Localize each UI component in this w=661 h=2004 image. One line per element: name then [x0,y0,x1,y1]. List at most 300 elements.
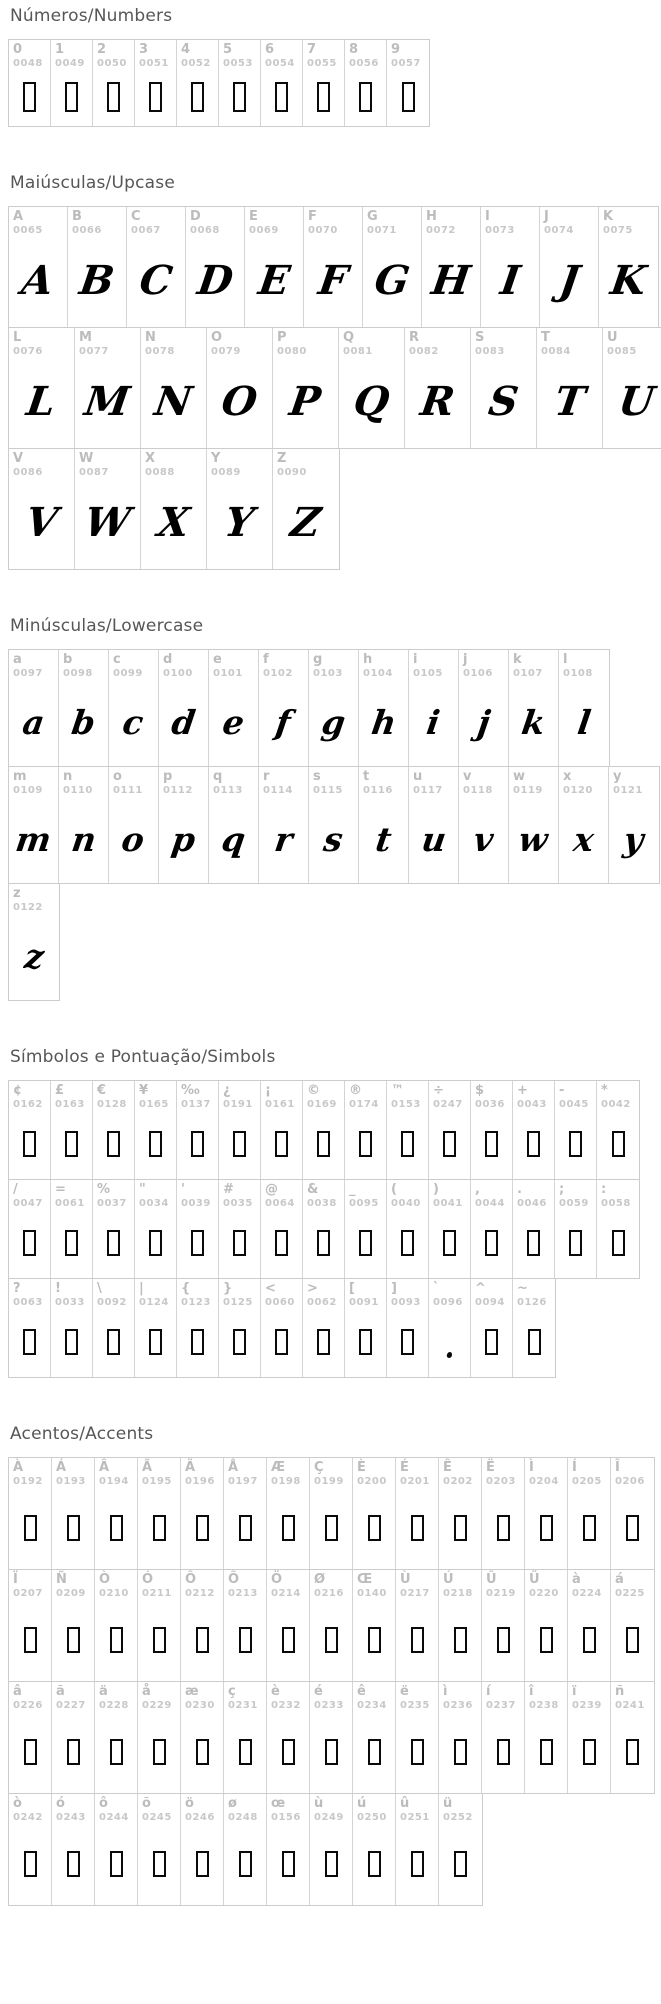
char-cell [513,1279,555,1377]
glyph-area [345,69,386,126]
char-cell [267,1458,310,1569]
char-cell [209,650,259,766]
cell-character-label: æ [185,1684,199,1699]
cell-character-label: / [13,1182,18,1197]
char-cell [396,1570,439,1681]
char-cell [439,1794,482,1905]
cell-character-label: X [145,451,156,466]
missing-glyph-box [149,1131,162,1157]
glyph-row [8,1179,640,1279]
missing-glyph-box [149,1329,162,1355]
cell-character-label: Œ [357,1572,373,1587]
char-cell [159,650,209,766]
cell-unicode-label: 0090 [277,466,307,478]
cell-unicode-label: 0247 [433,1098,463,1110]
cell-unicode-label: 0095 [349,1197,379,1209]
cell-character-label: ! [55,1281,61,1296]
cell-unicode-label: 0092 [97,1296,127,1308]
cell-character-label: } [223,1281,233,1296]
glyph-area [611,1711,654,1793]
cell-character-label: w [513,769,526,784]
cell-unicode-label: 0250 [357,1811,387,1823]
glyph-area [471,1308,512,1377]
missing-glyph-box [23,1131,36,1157]
glyph-area [555,1209,596,1278]
glyph-area [186,236,244,327]
missing-glyph-box [24,1515,37,1541]
glyph-area [387,1308,428,1377]
char-cell [345,40,387,126]
missing-glyph-box [359,1131,372,1157]
char-cell [559,650,609,766]
cell-character-label: . [517,1182,522,1197]
section-title-lowercase: Minúsculas/Lowercase [10,616,204,636]
glyph-area [209,796,258,883]
char-cell [471,1180,513,1278]
char-cell [141,328,207,448]
missing-glyph-box [24,1627,37,1653]
cell-unicode-label: 0070 [308,224,338,236]
cell-character-label: Ê [443,1460,452,1475]
char-cell [603,328,661,448]
missing-glyph-box [233,1230,246,1256]
glyph-area [219,1110,260,1179]
glyph-area [59,679,108,766]
missing-glyph-box [282,1851,295,1877]
glyph-area [261,1209,302,1278]
glyph-area [611,1487,654,1569]
cell-unicode-label: 0118 [463,784,493,796]
char-cell [261,1279,303,1377]
char-cell [429,1279,471,1377]
cell-character-label: ì [443,1684,448,1699]
cell-character-label: Ï [13,1572,18,1587]
cell-unicode-label: 0153 [391,1098,421,1110]
glyph-area [559,679,609,766]
char-cell [525,1458,568,1569]
char-cell [9,650,59,766]
glyph-area [509,796,558,883]
char-cell [559,767,609,883]
script-glyph: S [485,378,522,426]
char-cell [181,1682,224,1793]
glyph-row [8,766,660,884]
cell-character-label: Â [99,1460,110,1475]
char-cell [267,1682,310,1793]
cell-character-label: & [307,1182,319,1197]
cell-unicode-label: 0034 [139,1197,169,1209]
char-cell [303,1180,345,1278]
cell-character-label: ¡ [265,1083,271,1098]
missing-glyph-box [191,1131,204,1157]
cell-character-label: ) [433,1182,439,1197]
missing-glyph-box [401,1329,414,1355]
char-cell [439,1458,482,1569]
cell-unicode-label: 0194 [99,1475,129,1487]
cell-character-label: ¥ [139,1083,149,1098]
char-cell [609,767,659,883]
char-cell [224,1794,267,1905]
missing-glyph-box [626,1739,639,1765]
glyph-area [482,1487,524,1569]
missing-glyph-box [23,1329,36,1355]
cell-unicode-label: 0248 [228,1811,258,1823]
script-glyph: v [471,819,496,859]
char-cell [75,328,141,448]
cell-unicode-label: 0075 [603,224,633,236]
missing-glyph-box [239,1739,252,1765]
char-cell [481,207,540,327]
cell-unicode-label: 0049 [55,57,85,69]
char-cell [459,767,509,883]
missing-glyph-box [401,1131,414,1157]
char-cell [359,767,409,883]
cell-unicode-label: 0163 [55,1098,85,1110]
script-glyph: X [154,499,193,547]
glyph-area [219,1209,260,1278]
char-cell [51,1180,93,1278]
missing-glyph-box [454,1851,467,1877]
missing-glyph-box [497,1515,510,1541]
cell-character-label: N [145,330,156,345]
glyph-area [177,1110,218,1179]
cell-character-label: I [485,209,490,224]
glyph-row [8,1681,655,1794]
glyph-area [177,1209,218,1278]
char-cell [540,207,599,327]
missing-glyph-box [110,1739,123,1765]
section-numbers [8,6,659,127]
glyph-area [51,1110,92,1179]
cell-character-label: Q [343,330,355,345]
script-glyph: G [371,257,413,305]
char-cell [59,767,109,883]
cell-character-label: f [263,652,269,667]
cell-character-label: i [413,652,418,667]
glyph-area [309,679,358,766]
script-glyph: a [20,702,47,742]
cell-character-label: + [517,1083,528,1098]
cell-character-label: < [265,1281,276,1296]
cell-unicode-label: 0054 [265,57,295,69]
cell-character-label: ~ [517,1281,528,1296]
missing-glyph-box [275,1131,288,1157]
cell-unicode-label: 0137 [181,1098,211,1110]
cell-unicode-label: 0051 [139,57,169,69]
missing-glyph-box [368,1515,381,1541]
cell-unicode-label: 0204 [529,1475,559,1487]
cell-unicode-label: 0220 [529,1587,559,1599]
glyph-area [52,1487,94,1569]
cell-character-label: Ô [185,1572,197,1587]
glyph-area [9,1209,50,1278]
cell-character-label: 9 [391,42,401,57]
missing-glyph-box [233,82,246,112]
cell-character-label: Ä [185,1460,196,1475]
cell-character-label: d [163,652,173,667]
char-cell [471,1081,513,1179]
char-cell [51,1081,93,1179]
script-glyph: F [315,257,351,305]
char-cell [482,1570,525,1681]
cell-unicode-label: 0224 [572,1587,602,1599]
cell-character-label: 5 [223,42,233,57]
glyph-area [51,69,92,126]
missing-glyph-box [485,1329,498,1355]
cell-unicode-label: 0165 [139,1098,169,1110]
cell-unicode-label: 0238 [529,1699,559,1711]
cell-unicode-label: 0097 [13,667,43,679]
glyph-area [245,236,303,327]
cell-character-label: Ñ [56,1572,67,1587]
cell-unicode-label: 0120 [563,784,593,796]
char-cell [207,328,273,448]
cell-character-label: F [308,209,317,224]
cell-character-label: Y [211,451,221,466]
missing-glyph-box [359,1230,372,1256]
cell-character-label: á [615,1572,624,1587]
glyph-area [353,1599,395,1681]
section-title-symbols: Símbolos e Pontuação/Simbols [10,1047,276,1067]
cell-unicode-label: 0123 [181,1296,211,1308]
cell-character-label: Ì [529,1460,534,1475]
char-cell [219,1279,261,1377]
char-cell [568,1458,611,1569]
cell-unicode-label: 0072 [426,224,456,236]
cell-unicode-label: 0067 [131,224,161,236]
cell-unicode-label: 0086 [13,466,43,478]
glyph-area [396,1599,438,1681]
glyph-area [303,69,344,126]
glyph-grid-accents [8,1457,659,1906]
missing-glyph-box [107,1329,120,1355]
script-glyph: c [120,702,147,742]
cell-unicode-label: 0219 [486,1587,516,1599]
missing-glyph-box [65,1230,78,1256]
cell-unicode-label: 0244 [99,1811,129,1823]
char-cell [345,1081,387,1179]
cell-unicode-label: 0063 [13,1296,43,1308]
cell-unicode-label: 0098 [63,667,93,679]
char-cell [345,1180,387,1278]
char-cell [597,1081,639,1179]
glyph-area [482,1599,524,1681]
cell-unicode-label: 0114 [263,784,293,796]
missing-glyph-box [325,1515,338,1541]
grave-accent-mark [446,1352,453,1359]
missing-glyph-box [196,1739,209,1765]
glyph-area [95,1487,137,1569]
glyph-area [9,236,67,327]
cell-unicode-label: 0124 [139,1296,169,1308]
cell-unicode-label: 0226 [13,1699,43,1711]
cell-unicode-label: 0043 [517,1098,547,1110]
cell-unicode-label: 0110 [63,784,93,796]
glyph-row [8,1080,640,1180]
cell-character-label: ¿ [223,1083,231,1098]
missing-glyph-box [317,1131,330,1157]
cell-character-label: ô [99,1796,108,1811]
cell-character-label: œ [271,1796,286,1811]
glyph-area [141,478,206,569]
glyph-area [52,1711,94,1793]
cell-character-label: ™ [391,1083,404,1098]
missing-glyph-box [626,1627,639,1653]
cell-unicode-label: 0042 [601,1098,631,1110]
cell-character-label: Ã [142,1460,153,1475]
missing-glyph-box [24,1851,37,1877]
glyph-area [52,1599,94,1681]
glyph-area [127,236,185,327]
cell-character-label: é [314,1684,323,1699]
missing-glyph-box [282,1627,295,1653]
cell-unicode-label: 0191 [223,1098,253,1110]
char-cell [261,40,303,126]
glyph-area [609,796,659,883]
char-cell [135,1081,177,1179]
glyph-area [9,478,74,569]
char-cell [9,449,75,569]
missing-glyph-box [485,1230,498,1256]
char-cell [9,1081,51,1179]
char-cell [568,1570,611,1681]
char-cell [259,650,309,766]
cell-character-label: ç [228,1684,236,1699]
missing-glyph-box [454,1515,467,1541]
cell-character-label: 0 [13,42,23,57]
missing-glyph-box [359,82,372,112]
cell-unicode-label: 0083 [475,345,505,357]
char-cell [52,1682,95,1793]
char-cell [304,207,363,327]
glyph-area [396,1823,438,1905]
char-cell [409,650,459,766]
glyph-area [9,913,59,1000]
cell-character-label: r [263,769,270,784]
missing-glyph-box [325,1739,338,1765]
cell-character-label: ù [314,1796,324,1811]
char-cell [509,650,559,766]
cell-unicode-label: 0077 [79,345,109,357]
cell-character-label: b [63,652,73,667]
cell-character-label: Ø [314,1572,326,1587]
cell-unicode-label: 0195 [142,1475,172,1487]
char-cell [138,1458,181,1569]
glyph-area [9,679,58,766]
char-cell [127,207,186,327]
glyph-row [8,39,430,127]
missing-glyph-box [24,1739,37,1765]
glyph-area [224,1823,266,1905]
cell-unicode-label: 0213 [228,1587,258,1599]
char-cell [339,328,405,448]
char-cell [387,1081,429,1179]
cell-character-label: " [139,1182,146,1197]
cell-unicode-label: 0035 [223,1197,253,1209]
cell-unicode-label: 0161 [265,1098,295,1110]
missing-glyph-box [67,1739,80,1765]
cell-character-label: Ò [99,1572,111,1587]
char-cell [409,767,459,883]
char-cell [9,40,51,126]
glyph-row [8,1457,655,1570]
char-cell [599,207,658,327]
missing-glyph-box [67,1515,80,1541]
missing-glyph-box [239,1515,252,1541]
cell-character-label: E [249,209,258,224]
cell-unicode-label: 0229 [142,1699,172,1711]
char-cell [359,650,409,766]
char-cell [611,1458,654,1569]
char-cell [261,1081,303,1179]
glyph-area [138,1487,180,1569]
char-cell [209,767,259,883]
cell-unicode-label: 0202 [443,1475,473,1487]
cell-character-label: y [613,769,622,784]
glyph-area [9,1823,51,1905]
missing-glyph-box [528,1329,541,1355]
cell-unicode-label: 0235 [400,1699,430,1711]
script-glyph: l [574,702,594,742]
missing-glyph-box [368,1627,381,1653]
glyph-area [9,1711,51,1793]
missing-glyph-box [149,82,162,112]
cell-unicode-label: 0052 [181,57,211,69]
glyph-area [219,1308,260,1377]
cell-character-label: 3 [139,42,149,57]
cell-character-label: > [307,1281,318,1296]
cell-unicode-label: 0055 [307,57,337,69]
missing-glyph-box [359,1329,372,1355]
cell-unicode-label: 0045 [559,1098,589,1110]
cell-character-label: Ó [142,1572,154,1587]
glyph-area [310,1711,352,1793]
cell-character-label: | [139,1281,144,1296]
char-cell [303,1081,345,1179]
glyph-row [8,1278,556,1378]
cell-character-label: ó [56,1796,65,1811]
script-glyph: B [76,257,118,305]
cell-character-label: L [13,330,22,345]
char-cell [109,767,159,883]
char-cell [353,1794,396,1905]
cell-character-label: B [72,209,82,224]
missing-glyph-box [65,1131,78,1157]
glyph-area [9,1487,51,1569]
cell-unicode-label: 0122 [13,901,43,913]
cell-character-label: õ [142,1796,151,1811]
cell-character-label: Û [486,1572,497,1587]
glyph-area [439,1599,481,1681]
cell-unicode-label: 0245 [142,1811,172,1823]
cell-unicode-label: 0211 [142,1587,172,1599]
cell-character-label: ÷ [433,1083,444,1098]
char-cell [611,1570,654,1681]
cell-character-label: { [181,1281,191,1296]
cell-unicode-label: 0073 [485,224,515,236]
cell-character-label: Ö [271,1572,283,1587]
glyph-row [8,1793,483,1906]
cell-unicode-label: 0200 [357,1475,387,1487]
cell-unicode-label: 0174 [349,1098,379,1110]
cell-character-label: H [426,209,437,224]
cell-unicode-label: 0210 [99,1587,129,1599]
char-cell [353,1458,396,1569]
glyph-area [525,1487,567,1569]
missing-glyph-box [612,1131,625,1157]
cell-character-label: k [513,652,522,667]
cell-character-label: ò [13,1796,22,1811]
